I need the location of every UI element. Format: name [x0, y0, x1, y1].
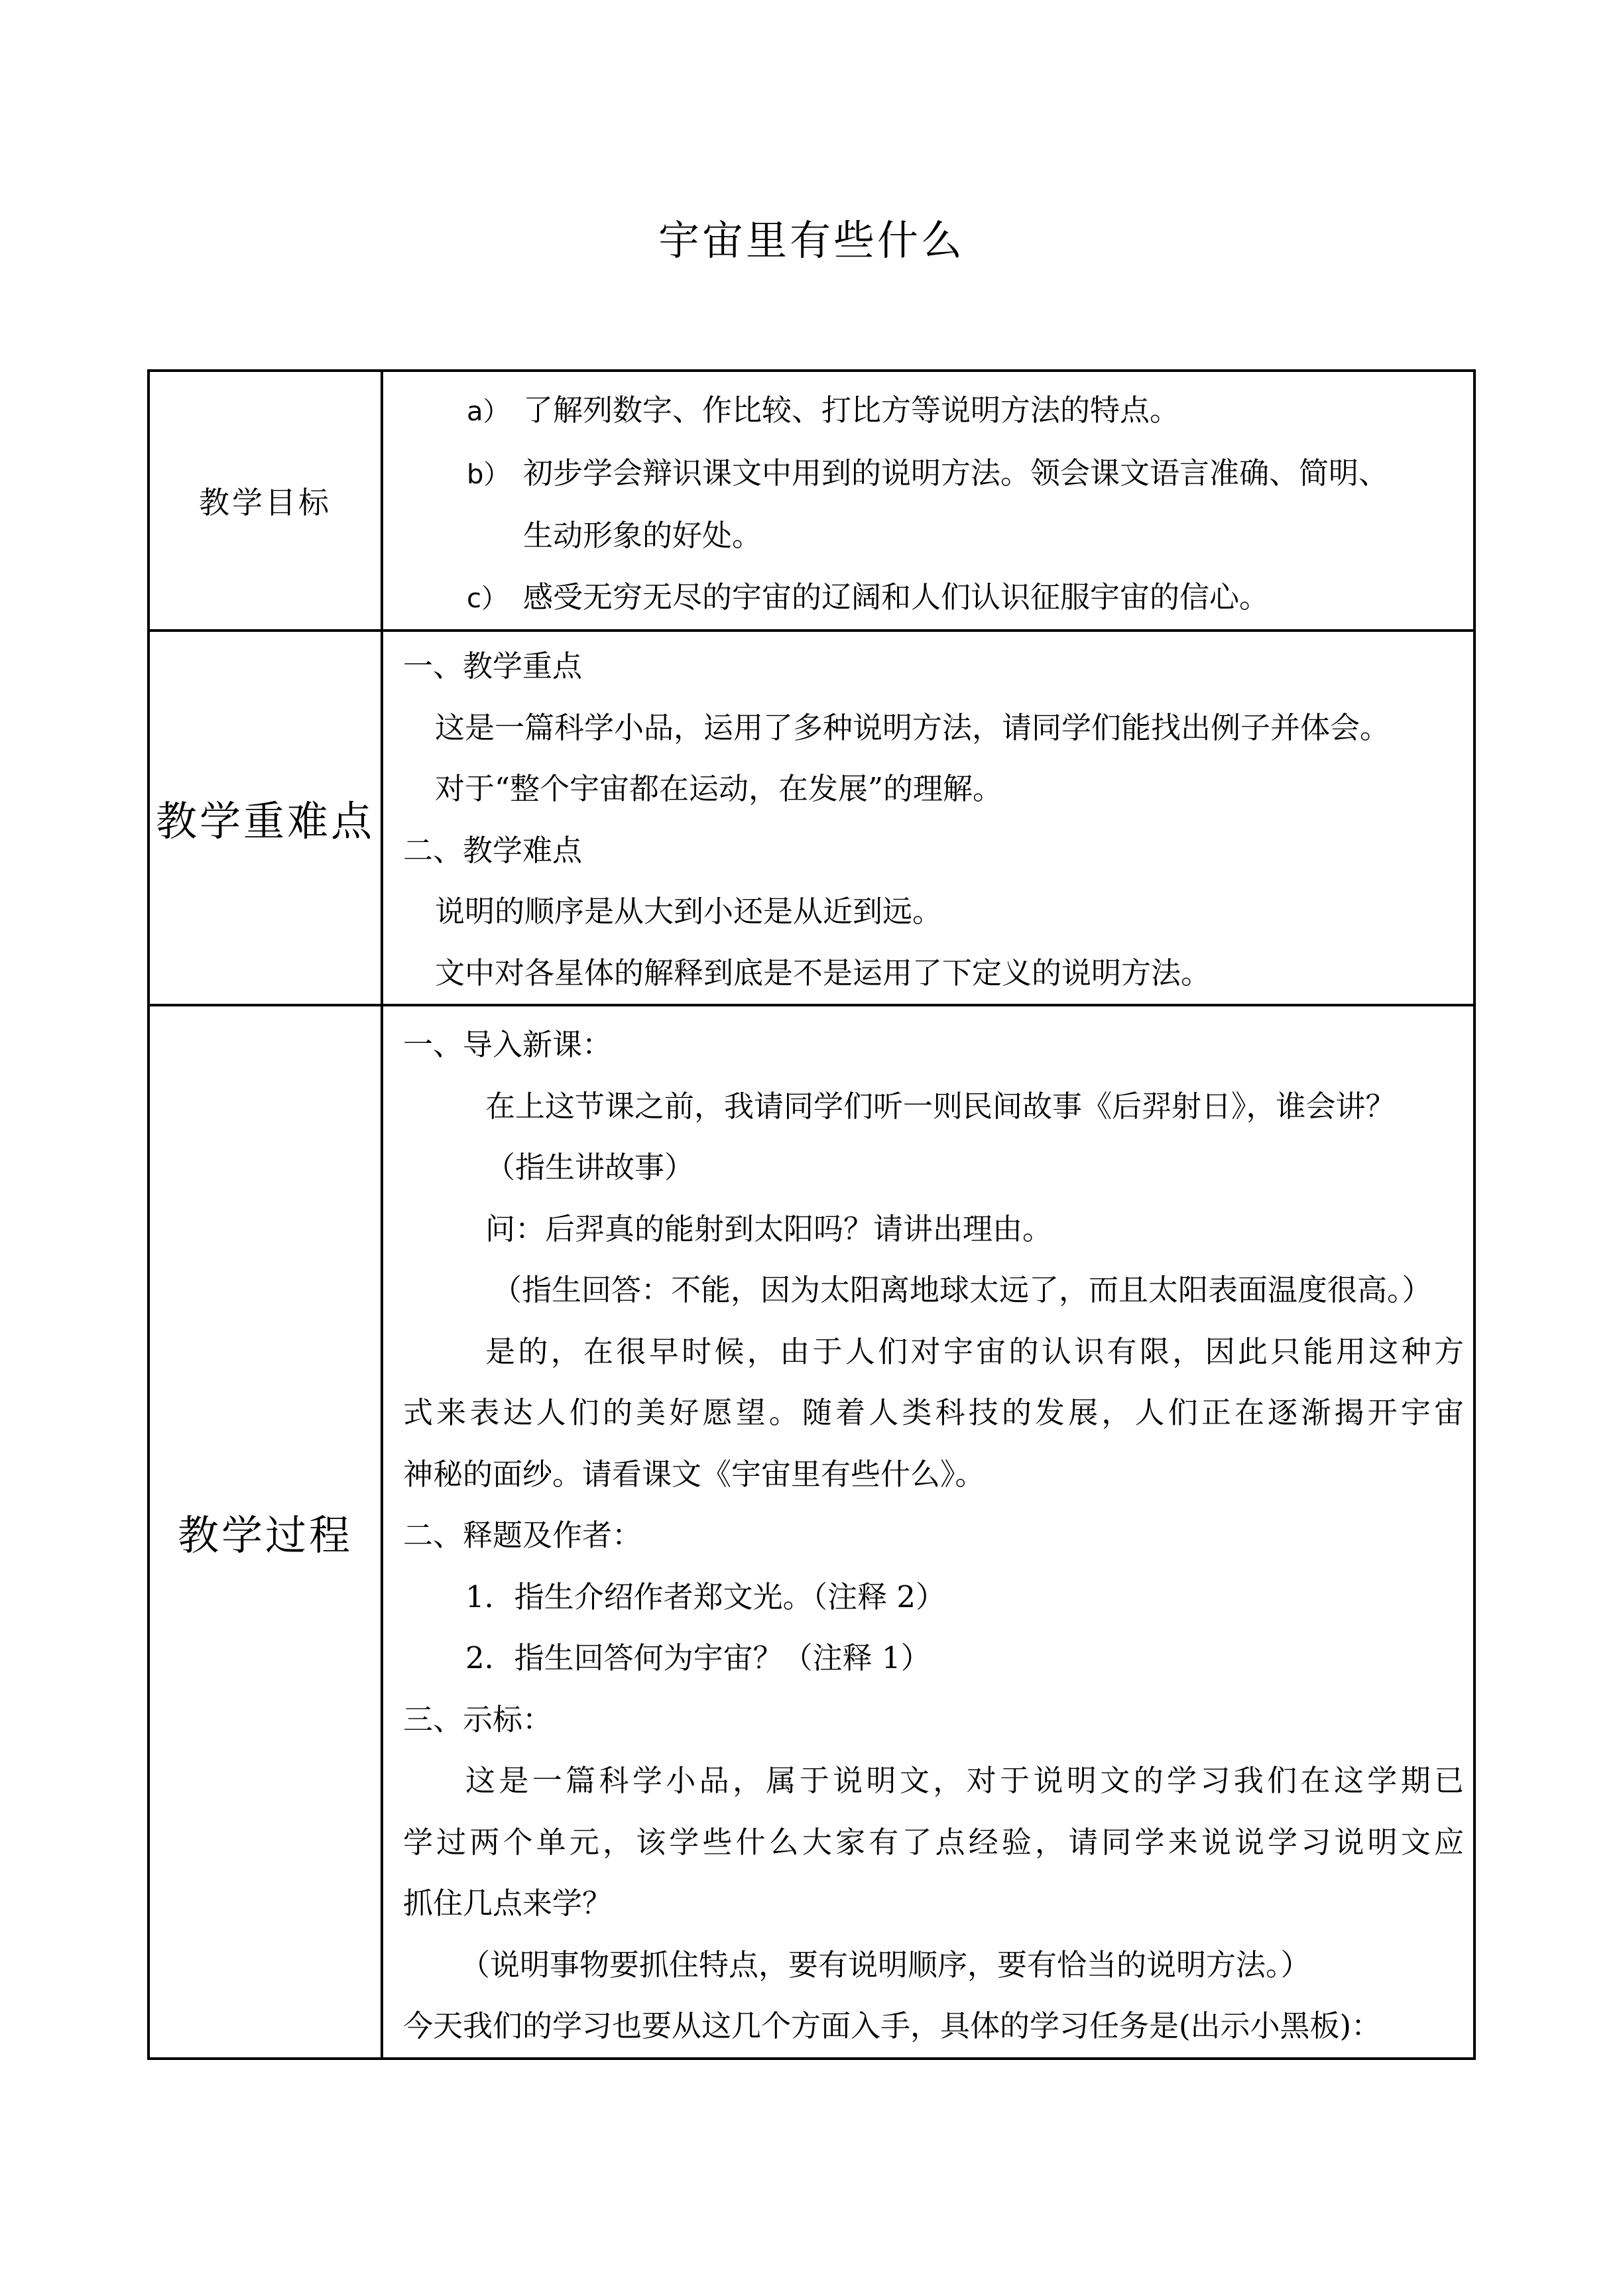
table-row-key-points — [149, 631, 1474, 1005]
text-line: 这是一篇科学小品，运用了多种说明方法，请同学们能找出例子并体会。 — [435, 709, 1390, 745]
row-label-cell — [149, 1005, 382, 2059]
text-line: （指生回答：不能，因为太阳离地球太远了，而且太阳表面温度很高。） — [492, 1272, 1432, 1307]
objective-item — [403, 567, 1464, 630]
text-line: 对于“整个宇宙都在运动，在发展”的理解。 — [435, 771, 1003, 806]
text-line: 抓住几点来学？ — [403, 1886, 613, 1921]
objectives-cell — [382, 371, 1474, 631]
table-row-objectives — [149, 371, 1474, 631]
objective-marker: b） — [467, 459, 511, 490]
objective-text: 生动形象的好处。 — [523, 518, 762, 553]
section-heading: 二、释题及作者： — [403, 1518, 642, 1553]
text-line: 说明的顺序是从大到小还是从近到远。 — [435, 894, 943, 929]
objective-text: 初步学会辩识课文中用到的说明方法。领会课文语言准确、简明、 — [523, 455, 1389, 491]
row-label-objectives: 教学目标 — [199, 485, 331, 520]
objective-text: 感受无穷无尽的宇宙的辽阔和人们认识征服宇宙的信心。 — [523, 579, 1270, 615]
text-line: 问：后羿真的能射到太阳吗？请讲出理由。 — [485, 1211, 1053, 1246]
objective-item-continuation — [403, 505, 1464, 567]
objective-marker: c） — [467, 583, 508, 614]
row-label-process: 教学过程 — [177, 1510, 353, 1559]
text-line: （说明事物要抓住特点，要有说明顺序，要有恰当的说明方法。） — [460, 1947, 1311, 1982]
section-heading: 三、示标： — [403, 1701, 553, 1737]
objective-text: 了解列数字、作比较、打比方等说明方法的特点。 — [523, 393, 1180, 428]
objective-item — [403, 380, 1464, 443]
process-cell — [382, 1005, 1474, 2059]
text-line: 今天我们的学习也要从这几个方面入手，具体的学习任务是(出示小黑板)： — [403, 2008, 1382, 2043]
text-line: 这是一篇科学小品，属于说明文，对于说明文的学习我们在这学期已 — [465, 1763, 1464, 1798]
lesson-plan-table — [147, 369, 1476, 2060]
row-label-key-points: 教学重难点 — [155, 797, 375, 845]
section-heading: 一、教学重点 — [403, 648, 583, 684]
text-line: 式来表达人们的美好愿望。随着人类科技的发展，人们正在逐渐揭开宇宙 — [403, 1395, 1464, 1430]
text-line: 神秘的面纱。请看课文《宇宙里有些什么》。 — [403, 1456, 985, 1492]
objective-item — [403, 443, 1464, 506]
section-heading: 一、导入新课： — [403, 1027, 613, 1062]
row-label-cell — [149, 631, 382, 1005]
row-label-cell — [149, 371, 382, 631]
text-line: 学过两个单元，该学些什么大家有了点经验，请同学来说说学习说明文应 — [403, 1824, 1464, 1860]
numbered-item: 2．指生回答何为宇宙？（注释 1） — [465, 1640, 931, 1675]
table-row-process — [149, 1005, 1474, 2059]
text-line: 是的，在很早时候，由于人们对宇宙的认识有限，因此只能用这种方 — [485, 1333, 1464, 1369]
section-heading: 二、教学难点 — [403, 832, 583, 868]
text-line: （指生讲故事） — [485, 1150, 695, 1185]
text-line: 在上这节课之前，我请同学们听一则民间故事《后羿射日》，谁会讲？ — [485, 1088, 1396, 1124]
page-title: 宇宙里有些什么 — [658, 216, 965, 265]
text-line: 文中对各星体的解释到底是不是运用了下定义的说明方法。 — [435, 955, 1211, 991]
numbered-item: 1．指生介绍作者郑文光。（注释 2） — [465, 1579, 946, 1614]
objective-marker: a） — [467, 396, 510, 427]
key-points-cell — [382, 631, 1474, 1005]
